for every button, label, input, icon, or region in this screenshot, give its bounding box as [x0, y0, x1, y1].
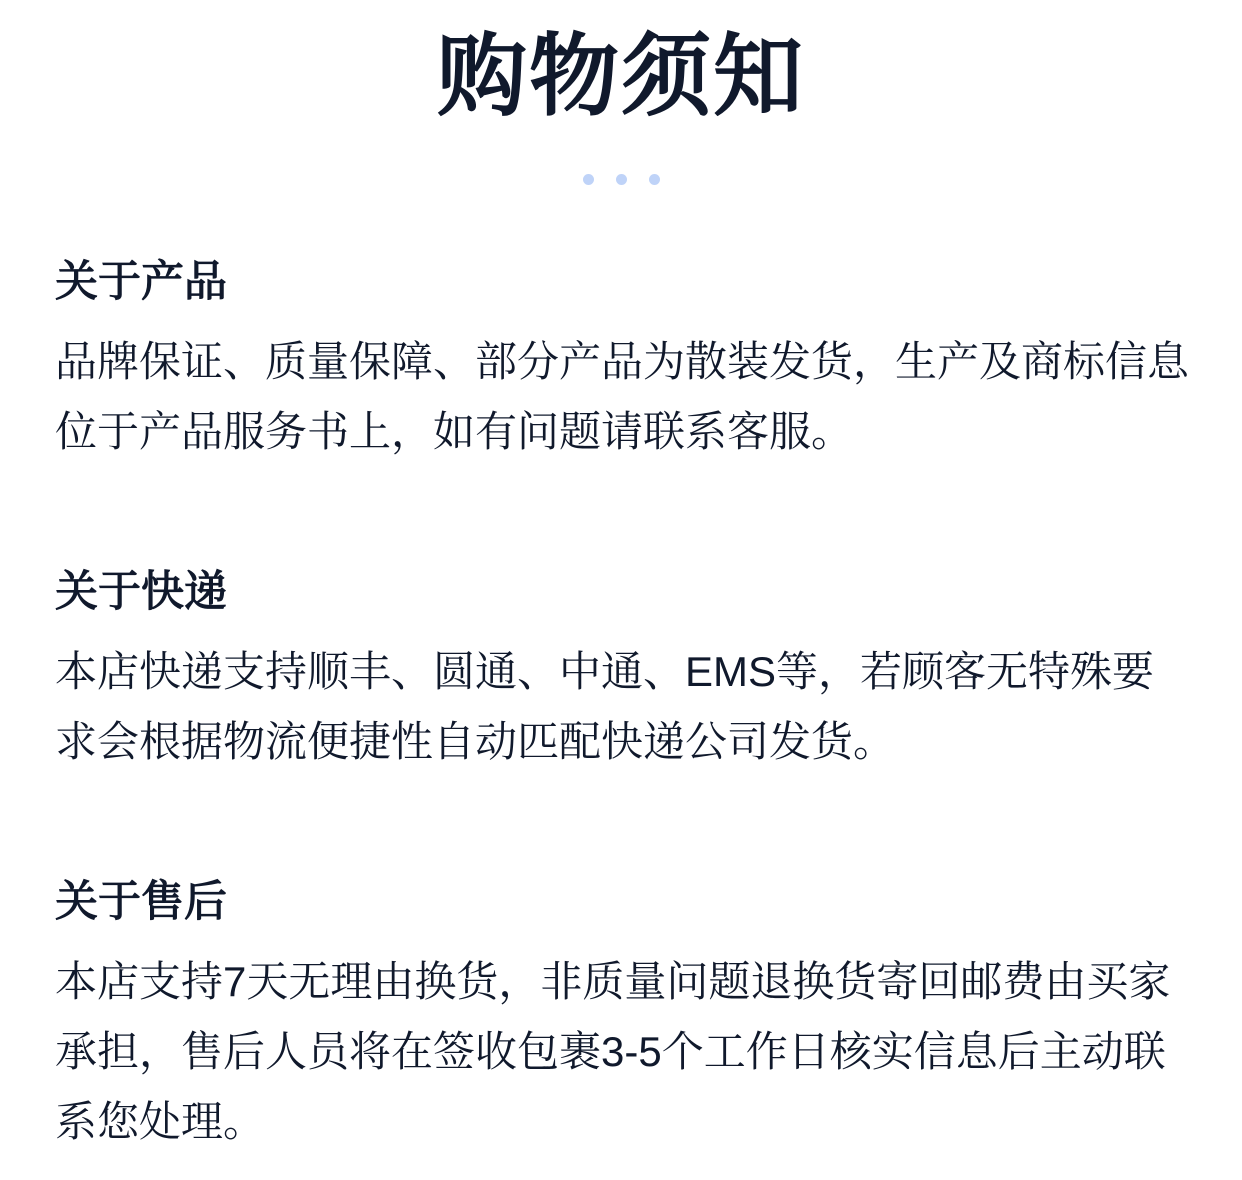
divider-dot — [583, 174, 594, 185]
section-about-aftersales — [55, 877, 1190, 1157]
section-body-about-aftersales: 本店支持7天无理由换货，非质量问题退换货寄回邮费由买家承担，售后人员将在签收包裹3-5个工作日核实信息后主动联系您处理。 — [55, 957, 1171, 1145]
section-body-about-product: 品牌保证、质量保障、部分产品为散装发货，生产及商标信息位于产品服务书上，如有问题请联系客服。 — [55, 337, 1190, 455]
divider-dot — [649, 174, 660, 185]
divider-dot — [616, 174, 627, 185]
section-about-product — [55, 257, 1190, 467]
section-heading-about-product: 关于产品 — [55, 257, 227, 306]
title-divider-dots — [0, 174, 1242, 185]
notice-sections — [0, 257, 1190, 1157]
section-body-about-express: 本店快递支持顺丰、圆通、中通、EMS等，若顾客无特殊要求会根据物流便捷性自动匹配快递公司发货。 — [55, 647, 1155, 765]
section-about-express — [55, 567, 1190, 777]
page-title: 购物须知 — [437, 27, 805, 127]
section-heading-about-aftersales: 关于售后 — [55, 877, 227, 926]
section-heading-about-express: 关于快递 — [55, 567, 227, 616]
